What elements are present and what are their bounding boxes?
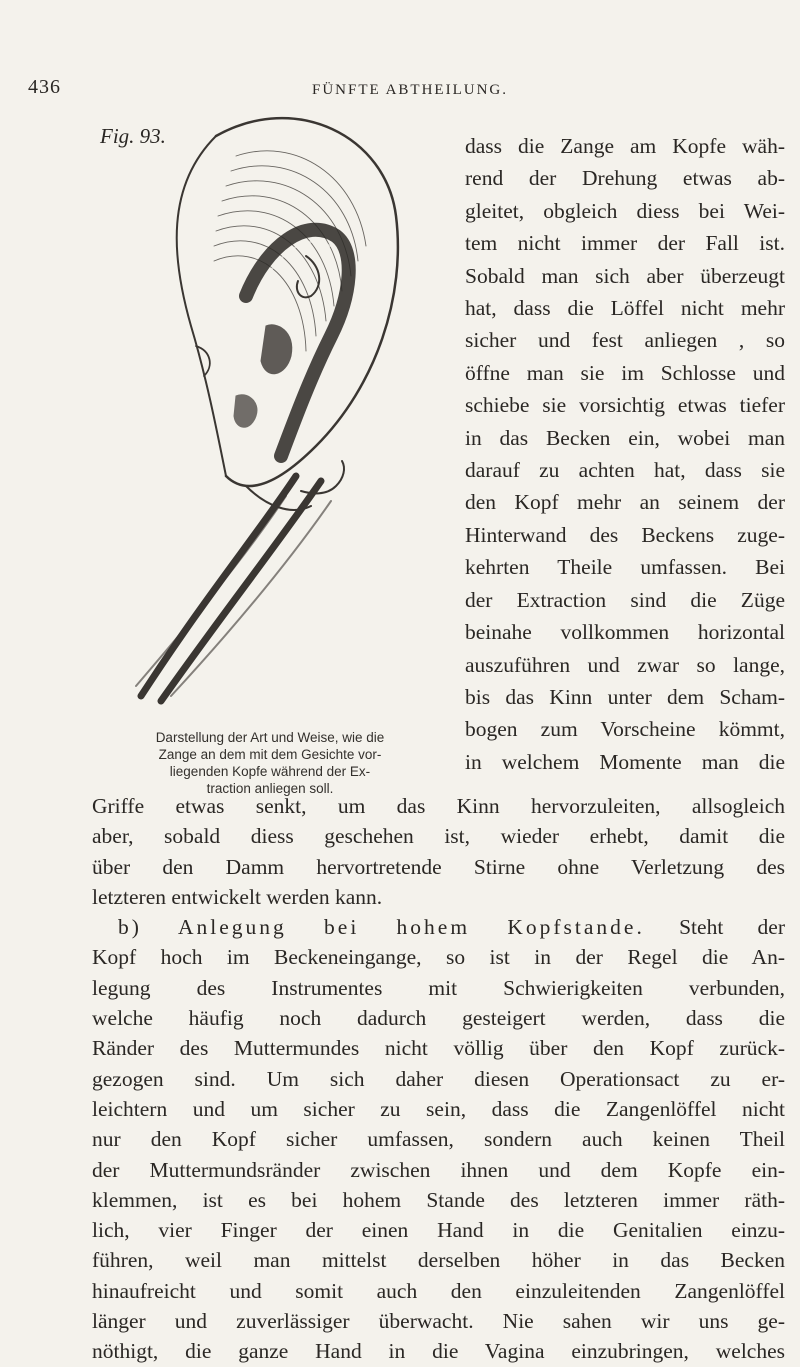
text-line: tem nicht immer der Fall ist.: [465, 231, 785, 256]
full-width-text: [92, 791, 785, 1367]
text-line: letzteren entwickelt werden kann.: [92, 884, 383, 909]
caption-line: liegenden Kopfe während der Ex-: [169, 764, 371, 779]
text-line: öffne man sie im Schlosse und: [465, 360, 785, 385]
text-line: der Extraction sind die Züge: [465, 587, 785, 612]
text-line: hinaufreicht und somit auch den einzuleitenden Zangenlöffel: [92, 1278, 785, 1303]
caption-line: Darstellung der Art und Weise, wie die: [155, 730, 385, 745]
text-line: Kopf hoch im Beckeneingange, so ist in der Regel die An-: [92, 945, 785, 970]
text-line: den Kopf mehr an seinem der: [465, 490, 785, 515]
text-line: der Muttermundsränder zwischen ihnen und dem Kopfe ein-: [92, 1157, 785, 1182]
caption-line: traction anliegen soll.: [206, 781, 334, 796]
caption-line: Zange an dem mit dem Gesichte vor-: [158, 747, 382, 762]
running-head: FÜNFTE ABTHEILUNG.: [312, 82, 508, 98]
figure-caption: [96, 729, 444, 797]
section-heading-rest: Steht der: [679, 915, 786, 940]
text-line: sicher und fest anliegen , so: [465, 328, 785, 353]
text-line: führen, weil man mittelst derselben höher in das Becken: [92, 1248, 785, 1273]
text-line: bogen zum Vorscheine kömmt,: [465, 717, 785, 742]
text-line: über den Damm hervortretende Stirne ohne Verletzung des: [92, 854, 785, 879]
text-line: kehrten Theile umfassen. Bei: [465, 555, 785, 580]
text-line: Griffe etwas senkt, um das Kinn hervorzuleiten, allsogleich: [92, 794, 785, 818]
text-line: nöthigt, die ganze Hand in die Vagina einzubringen, welches: [92, 1339, 785, 1364]
text-line: leichtern und um sicher zu sein, dass die Zangenlöffel nicht: [92, 1096, 785, 1121]
section-heading: b) Anlegung bei hohem Kopfstande.: [118, 915, 645, 940]
text-line: hat, dass die Löffel nicht mehr: [465, 296, 785, 321]
text-line: gezogen sind. Um sich daher diesen Operationsact zu er-: [92, 1066, 785, 1091]
text-line: auszuführen und zwar so lange,: [465, 652, 785, 677]
text-line: in welchem Momente man die: [465, 749, 785, 774]
face-outline: [177, 136, 226, 476]
text-line: Sobald man sich aber überzeugt: [465, 263, 785, 288]
forceps-illustration: [96, 96, 446, 716]
page-number: 436: [28, 76, 61, 98]
text-line: Hinterwand des Beckens zuge-: [465, 522, 785, 547]
text-line: aber, sobald diess geschehen ist, wieder erhebt, damit die: [92, 824, 785, 849]
text-line: bis das Kinn unter dem Scham-: [465, 684, 785, 709]
text-line: Ränder des Muttermundes nicht völlig über den Kopf zurück-: [92, 1036, 785, 1061]
text-line: lich, vier Finger der einen Hand in die Genitalien einzu-: [92, 1218, 785, 1243]
text-line: dass die Zange am Kopfe wäh-: [465, 134, 785, 158]
text-line: darauf zu achten hat, dass sie: [465, 458, 785, 483]
right-column-text: [465, 130, 785, 778]
figure-label: Fig. 93.: [100, 124, 166, 148]
text-line: beinahe vollkommen horizontal: [465, 620, 785, 645]
text-line: schiebe sie vorsichtig etwas tiefer: [465, 393, 785, 418]
text-line: nur den Kopf sicher umfassen, sondern auch keinen Theil: [92, 1127, 785, 1152]
text-line: länger und zuverlässiger überwacht. Nie sahen wir uns ge-: [92, 1309, 785, 1334]
text-line: klemmen, ist es bei hohem Stande des letzteren immer räth-: [92, 1187, 785, 1212]
text-line: legung des Instrumentes mit Schwierigkeiten verbunden,: [92, 975, 785, 1000]
section-heading-line: [92, 912, 785, 942]
text-line: rend der Drehung etwas ab-: [465, 166, 785, 191]
forceps-blade: [246, 230, 349, 456]
text-line: welche häufig noch dadurch gesteigert werden, dass die: [92, 1006, 785, 1031]
text-line: in das Becken ein, wobei man: [465, 425, 785, 450]
text-line: gleitet, obgleich diess bei Wei-: [465, 198, 785, 223]
